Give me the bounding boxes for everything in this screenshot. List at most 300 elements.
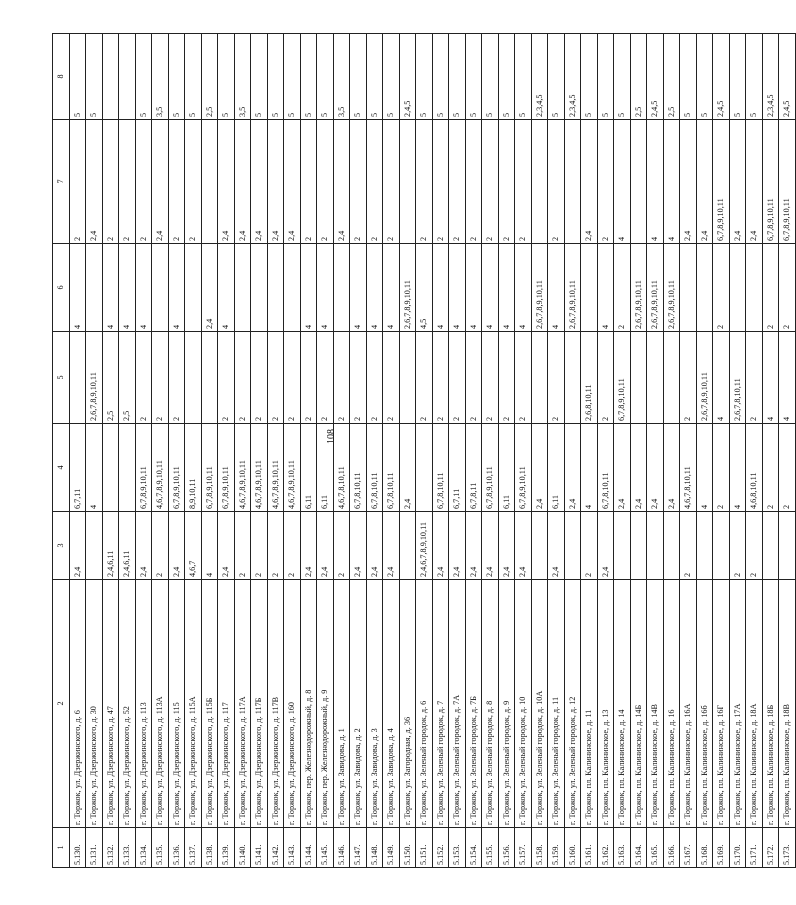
table-cell: 5	[383, 34, 400, 120]
table-cell: 2	[432, 332, 449, 424]
table-row	[185, 34, 202, 868]
table-cell: 5	[185, 34, 202, 120]
table-row	[399, 34, 416, 868]
table-row	[531, 34, 548, 868]
table-cell	[399, 332, 416, 424]
table-cell	[102, 34, 119, 120]
table-cell: 5.144.	[300, 828, 317, 868]
table-cell: 6,11	[317, 424, 334, 512]
table-row	[284, 34, 301, 868]
table-cell	[762, 512, 779, 580]
table-cell: 5	[416, 34, 433, 120]
table-cell: 2,4	[333, 120, 350, 244]
table-cell: 2,4	[300, 512, 317, 580]
table-cell: 5.169.	[713, 828, 730, 868]
table-row	[234, 34, 251, 868]
table-cell	[69, 332, 86, 424]
table-cell: 5.137.	[185, 828, 202, 868]
table-cell: 2	[267, 332, 284, 424]
table-cell: 2	[284, 332, 301, 424]
table-cell: г. Торжок, ул. Дзержинского, д. 113	[135, 580, 152, 828]
table-cell: 4	[69, 244, 86, 332]
table-cell: г. Торжок, ул. Зеленый городок, д. 12	[564, 580, 581, 828]
table-cell: 2,4	[498, 512, 515, 580]
table-cell: 2	[251, 512, 268, 580]
table-cell: 4	[729, 424, 746, 512]
table-cell: 6,7,8,9,10,11	[515, 424, 532, 512]
table-cell: 2,4	[746, 120, 763, 244]
table-cell	[663, 332, 680, 424]
table-cell: 6,7,8,9,10,11	[762, 120, 779, 244]
table-cell: 5	[350, 34, 367, 120]
table-cell: 2	[102, 120, 119, 244]
table-cell: г. Торжок, ул. Дзержинского, д. 117В	[267, 580, 284, 828]
table-cell: 2	[416, 332, 433, 424]
table-cell: 2,4	[597, 512, 614, 580]
table-cell: 2	[713, 424, 730, 512]
table-cell: 5.140.	[234, 828, 251, 868]
table-cell: 2,4,5	[779, 34, 796, 120]
table-cell: 5.149.	[383, 828, 400, 868]
table-cell: 5	[515, 34, 532, 120]
table-cell	[399, 120, 416, 244]
document-table-wrapper	[52, 34, 796, 868]
column-header: 6	[53, 244, 70, 332]
table-cell: г. Торжок, ул. Дзержинского, д. 6	[69, 580, 86, 828]
table-cell	[581, 244, 598, 332]
table-cell: 2,4	[614, 424, 631, 512]
table-cell: 3,5	[333, 34, 350, 120]
table-cell: 5	[251, 34, 268, 120]
table-cell: г. Торжок, ул. Дзержинского, д. 117А	[234, 580, 251, 828]
table-cell: 2	[333, 332, 350, 424]
table-cell: г. Торжок, ул. Дзержинского, д. 47	[102, 580, 119, 828]
table-cell: 5.165.	[647, 828, 664, 868]
table-cell: 2	[713, 244, 730, 332]
table-cell: 5	[86, 34, 103, 120]
table-cell: 5	[746, 34, 763, 120]
table-cell: 5.134.	[135, 828, 152, 868]
table-row	[69, 34, 86, 868]
table-cell: 2,4	[86, 120, 103, 244]
table-cell: 4,6,7,8,10,11	[333, 424, 350, 512]
table-cell: 5	[482, 34, 499, 120]
table-row	[152, 34, 169, 868]
table-cell: 2	[317, 120, 334, 244]
table-row	[564, 34, 581, 868]
table-cell: 2	[416, 120, 433, 244]
table-cell: 2,4,5	[399, 34, 416, 120]
table-cell: 4	[350, 244, 367, 332]
table-cell: 2	[168, 120, 185, 244]
table-cell: 4,5	[416, 244, 433, 332]
table-header-row	[53, 34, 70, 868]
column-header: 5	[53, 332, 70, 424]
table-cell: 4,6,7,8,9,10,11	[152, 424, 169, 512]
table-cell: 6,11	[548, 424, 565, 512]
table-row	[746, 34, 763, 868]
table-cell: 2,4	[399, 424, 416, 512]
table-cell: 4	[482, 244, 499, 332]
table-cell	[399, 512, 416, 580]
table-cell: 6,7,8,10,11	[383, 424, 400, 512]
table-cell: 6,7,8,10,11	[597, 424, 614, 512]
table-cell: г. Торжок, ул. Зеленый городок, д. 7А	[449, 580, 466, 828]
table-cell: 4	[663, 120, 680, 244]
table-cell: 5	[696, 34, 713, 120]
table-cell: 5	[168, 34, 185, 120]
table-cell: г. Торжок, ул. Зеленый городок, д. 10	[515, 580, 532, 828]
table-cell: 6,7,8,9,10,11	[482, 424, 499, 512]
table-cell: 4	[201, 512, 218, 580]
table-cell: г. Торжок, ул. Зеленый городок, д. 11	[548, 580, 565, 828]
table-cell: 2,4	[284, 120, 301, 244]
table-cell: 4	[515, 244, 532, 332]
table-cell	[564, 512, 581, 580]
table-cell: 4	[135, 244, 152, 332]
table-cell	[564, 332, 581, 424]
table-cell: 2,4	[515, 512, 532, 580]
table-cell: 4,6,7	[185, 512, 202, 580]
table-cell: 2,5	[201, 34, 218, 120]
table-cell: 2	[152, 332, 169, 424]
table-cell	[696, 512, 713, 580]
table-cell: 2,5	[119, 332, 136, 424]
table-cell: 2,4	[366, 512, 383, 580]
table-cell: 5	[548, 34, 565, 120]
table-cell: 2	[779, 244, 796, 332]
table-cell: г. Торжок, пл. Калининское, д. 18А	[746, 580, 763, 828]
table-cell: 5.156.	[498, 828, 515, 868]
table-cell: 5.173.	[779, 828, 796, 868]
table-cell: 4	[498, 244, 515, 332]
table-cell	[284, 244, 301, 332]
table-cell: 6,7,8,10,11	[366, 424, 383, 512]
table-cell: 2	[366, 332, 383, 424]
table-cell: 3,5	[234, 34, 251, 120]
table-cell: 5	[614, 34, 631, 120]
table-row	[449, 34, 466, 868]
table-row	[680, 34, 697, 868]
table-cell: 2	[300, 120, 317, 244]
table-cell: г. Торжок, ул. Дзержинского, д. 115Б	[201, 580, 218, 828]
table-cell: г. Торжок, ул. Дзержинского, д. 115А	[185, 580, 202, 828]
table-cell	[779, 512, 796, 580]
table-cell: 6,7,8,10,11	[350, 424, 367, 512]
table-row	[663, 34, 680, 868]
table-cell: 2	[746, 512, 763, 580]
table-cell: 5	[449, 34, 466, 120]
table-cell	[713, 512, 730, 580]
table-cell: 2,6,7,8,9,10,11	[399, 244, 416, 332]
table-cell: г. Торжок, пл. Калининское, д. 14В	[647, 580, 664, 828]
table-cell	[102, 424, 119, 512]
table-cell: 2,4	[432, 512, 449, 580]
table-cell: 2,4,6,7,8,9,10,11	[416, 512, 433, 580]
table-cell	[729, 244, 746, 332]
table-cell: 5	[284, 34, 301, 120]
table-cell: 2	[119, 120, 136, 244]
table-cell: 4	[614, 120, 631, 244]
table-cell: 6,7,8,11	[465, 424, 482, 512]
table-cell: 2	[333, 512, 350, 580]
table-cell	[647, 512, 664, 580]
table-row	[383, 34, 400, 868]
table-cell: 4,6,7,8,9,10,11	[251, 424, 268, 512]
table-cell: 2,3,4,5	[762, 34, 779, 120]
table-cell: 2,4,5	[647, 34, 664, 120]
table-cell: г. Торжок, пл. Калининское, д. 13	[597, 580, 614, 828]
table-cell: г. Торжок, пл. Калининское, д. 18Б	[762, 580, 779, 828]
table-cell: 2	[465, 120, 482, 244]
table-cell: 2	[614, 244, 631, 332]
table-row	[135, 34, 152, 868]
table-cell: 4	[86, 424, 103, 512]
table-cell: 4	[647, 120, 664, 244]
table-cell: 2	[383, 332, 400, 424]
table-row	[432, 34, 449, 868]
table-cell: 5.135.	[152, 828, 169, 868]
table-cell: 2,4	[267, 120, 284, 244]
table-cell: 5	[432, 34, 449, 120]
table-cell: 4	[102, 244, 119, 332]
table-cell: г. Торжок, ул. Дзержинского, д. 115	[168, 580, 185, 828]
table-cell: 2	[729, 512, 746, 580]
table-cell: 2	[135, 332, 152, 424]
table-cell: 2	[762, 424, 779, 512]
table-cell: г. Торжок, ул. Дзержинского, д. 113А	[152, 580, 169, 828]
table-cell: 5.151.	[416, 828, 433, 868]
table-cell: 2	[449, 120, 466, 244]
table-cell: 4,6,7,8,9,10,11	[267, 424, 284, 512]
table-cell	[531, 332, 548, 424]
table-cell: 2,4	[69, 512, 86, 580]
column-header: 2	[53, 580, 70, 828]
table-cell: 6,7,8,9,10,11	[779, 120, 796, 244]
table-cell: 5	[317, 34, 334, 120]
table-cell: 6,7,8,9,10,11	[201, 424, 218, 512]
table-cell: 6,7,8,10,11	[432, 424, 449, 512]
table-row	[317, 34, 334, 868]
table-cell: 2,4	[383, 512, 400, 580]
table-cell: 5.160.	[564, 828, 581, 868]
table-cell: 5.161.	[581, 828, 598, 868]
table-row	[300, 34, 317, 868]
table-row	[548, 34, 565, 868]
table-cell	[119, 424, 136, 512]
table-cell: 2,4,6,11	[102, 512, 119, 580]
table-cell: 2	[746, 332, 763, 424]
table-cell: 5	[597, 34, 614, 120]
address-table	[52, 33, 796, 868]
table-cell: 5.157.	[515, 828, 532, 868]
table-cell: 2,4	[630, 424, 647, 512]
table-cell: 2,4	[251, 120, 268, 244]
table-cell: 5.159.	[548, 828, 565, 868]
table-cell: г. Торжок, пл. Калининское, д. 16б	[696, 580, 713, 828]
table-row	[350, 34, 367, 868]
table-cell: 5	[135, 34, 152, 120]
table-row	[762, 34, 779, 868]
table-cell: 5.163.	[614, 828, 631, 868]
table-cell: 2	[597, 332, 614, 424]
table-cell: 2,4	[168, 512, 185, 580]
table-cell: 5	[218, 34, 235, 120]
table-cell	[251, 244, 268, 332]
table-cell: 5.130.	[69, 828, 86, 868]
table-cell: г. Торжок, ул. Завидова, д. 4	[383, 580, 400, 828]
table-cell: г. Торжок, пл. Калининское, д. 16А	[680, 580, 697, 828]
table-cell	[86, 512, 103, 580]
table-cell: 2,4	[201, 244, 218, 332]
page-number: 108	[326, 429, 337, 444]
table-cell: 2,5	[630, 34, 647, 120]
table-cell: 4	[762, 332, 779, 424]
table-cell: г. Торжок, пл. Калининское, д. 14	[614, 580, 631, 828]
table-cell: 2	[383, 120, 400, 244]
table-cell: 2	[69, 120, 86, 244]
table-cell: 4	[779, 332, 796, 424]
table-cell: 2	[366, 120, 383, 244]
table-cell: 5	[498, 34, 515, 120]
table-cell: 5.148.	[366, 828, 383, 868]
table-row	[696, 34, 713, 868]
table-cell: 5.170.	[729, 828, 746, 868]
table-cell: 2,4	[696, 120, 713, 244]
table-cell: г. Торжок, ул. Дзержинского, д. 30	[86, 580, 103, 828]
table-cell: 2	[597, 120, 614, 244]
table-row	[779, 34, 796, 868]
table-row	[515, 34, 532, 868]
table-row	[581, 34, 598, 868]
table-cell	[663, 512, 680, 580]
table-row	[647, 34, 664, 868]
table-cell	[119, 34, 136, 120]
table-row	[86, 34, 103, 868]
table-row	[713, 34, 730, 868]
table-cell: 2,6,7,8,9,10,11	[663, 244, 680, 332]
table-cell: 2,4	[581, 120, 598, 244]
table-cell: 6,11	[300, 424, 317, 512]
table-cell: 5	[300, 34, 317, 120]
table-cell: 4	[432, 244, 449, 332]
table-row	[251, 34, 268, 868]
table-cell: 2,6,7,8,9,10,11	[531, 244, 548, 332]
table-cell	[152, 244, 169, 332]
table-cell: 2	[284, 512, 301, 580]
table-cell: 2	[762, 244, 779, 332]
table-cell: 4,6,7,8,9,10,11	[284, 424, 301, 512]
table-cell: 2,4,5	[713, 34, 730, 120]
table-cell: 5	[581, 34, 598, 120]
table-cell: 2	[251, 332, 268, 424]
table-cell: 5.164.	[630, 828, 647, 868]
table-row	[201, 34, 218, 868]
table-cell: 2	[234, 512, 251, 580]
table-cell: 2,4	[548, 512, 565, 580]
table-cell: 2	[515, 332, 532, 424]
table-cell: г. Торжок, ул. Дзержинского, д. 52	[119, 580, 136, 828]
table-cell: 2,4	[482, 512, 499, 580]
table-cell: 4	[449, 244, 466, 332]
table-cell: 5.152.	[432, 828, 449, 868]
table-cell: 5.147.	[350, 828, 367, 868]
table-cell: 2	[680, 512, 697, 580]
table-cell: 6,7,8,9,10,11	[218, 424, 235, 512]
table-cell: 5.145.	[317, 828, 334, 868]
table-cell	[680, 244, 697, 332]
table-cell: 2	[152, 512, 169, 580]
table-cell: 2	[482, 120, 499, 244]
table-cell: 5.167.	[680, 828, 697, 868]
table-cell	[416, 424, 433, 512]
table-row	[168, 34, 185, 868]
table-cell: 2	[218, 332, 235, 424]
table-cell: 2	[548, 332, 565, 424]
table-cell: г. Торжок, ул. Завидова, д. 2	[350, 580, 367, 828]
table-cell: 5.150.	[399, 828, 416, 868]
table-cell: 2	[350, 332, 367, 424]
table-row	[465, 34, 482, 868]
table-row	[614, 34, 631, 868]
table-cell: 5	[267, 34, 284, 120]
table-cell: 4	[383, 244, 400, 332]
table-cell: 2,4	[449, 512, 466, 580]
table-cell: 2	[135, 120, 152, 244]
table-cell: 2	[498, 332, 515, 424]
table-cell: 2,4	[680, 120, 697, 244]
table-cell: 2,6,7,8,9,10,11	[696, 332, 713, 424]
table-cell: 5.172.	[762, 828, 779, 868]
table-cell: 2	[234, 332, 251, 424]
table-cell: г. Торжок, пл. Калининское, д. 16Г	[713, 580, 730, 828]
table-cell: г. Торжок, ул. Дзержинского, д. 117	[218, 580, 235, 828]
table-row	[729, 34, 746, 868]
table-cell: 2,4	[218, 120, 235, 244]
table-cell	[234, 244, 251, 332]
table-cell: 5.132.	[102, 828, 119, 868]
table-row	[498, 34, 515, 868]
table-cell: г. Торжок, пер. Железнодорожный, д. 9	[317, 580, 334, 828]
table-row	[333, 34, 350, 868]
table-cell	[201, 120, 218, 244]
table-cell: г. Торжок, ул. Зеленый городок, д. 7	[432, 580, 449, 828]
table-cell: 5.131.	[86, 828, 103, 868]
table-cell: 2,5	[663, 34, 680, 120]
table-cell: 4,6,7,8,10,11	[680, 424, 697, 512]
table-cell: г. Торжок, ул. Дзержинского, д. 117Б	[251, 580, 268, 828]
table-cell: 2,4	[465, 512, 482, 580]
table-cell: 4	[168, 244, 185, 332]
table-cell: 2,6,8,10,11	[581, 332, 598, 424]
table-cell: 4	[300, 244, 317, 332]
table-cell: 4	[597, 244, 614, 332]
table-cell	[185, 332, 202, 424]
table-cell: 5.139.	[218, 828, 235, 868]
table-cell: 2,6,7,8,9,10,11	[630, 244, 647, 332]
column-header: 1	[53, 828, 70, 868]
table-cell: 6,11	[498, 424, 515, 512]
table-cell: 2,4	[234, 120, 251, 244]
table-cell: 4	[317, 244, 334, 332]
table-row	[416, 34, 433, 868]
table-cell: 2	[779, 424, 796, 512]
table-cell: 2	[350, 120, 367, 244]
table-cell: 2	[515, 120, 532, 244]
table-cell: 5.168.	[696, 828, 713, 868]
table-cell: 4,6,7,8,9,10,11	[234, 424, 251, 512]
table-cell: 2	[581, 512, 598, 580]
